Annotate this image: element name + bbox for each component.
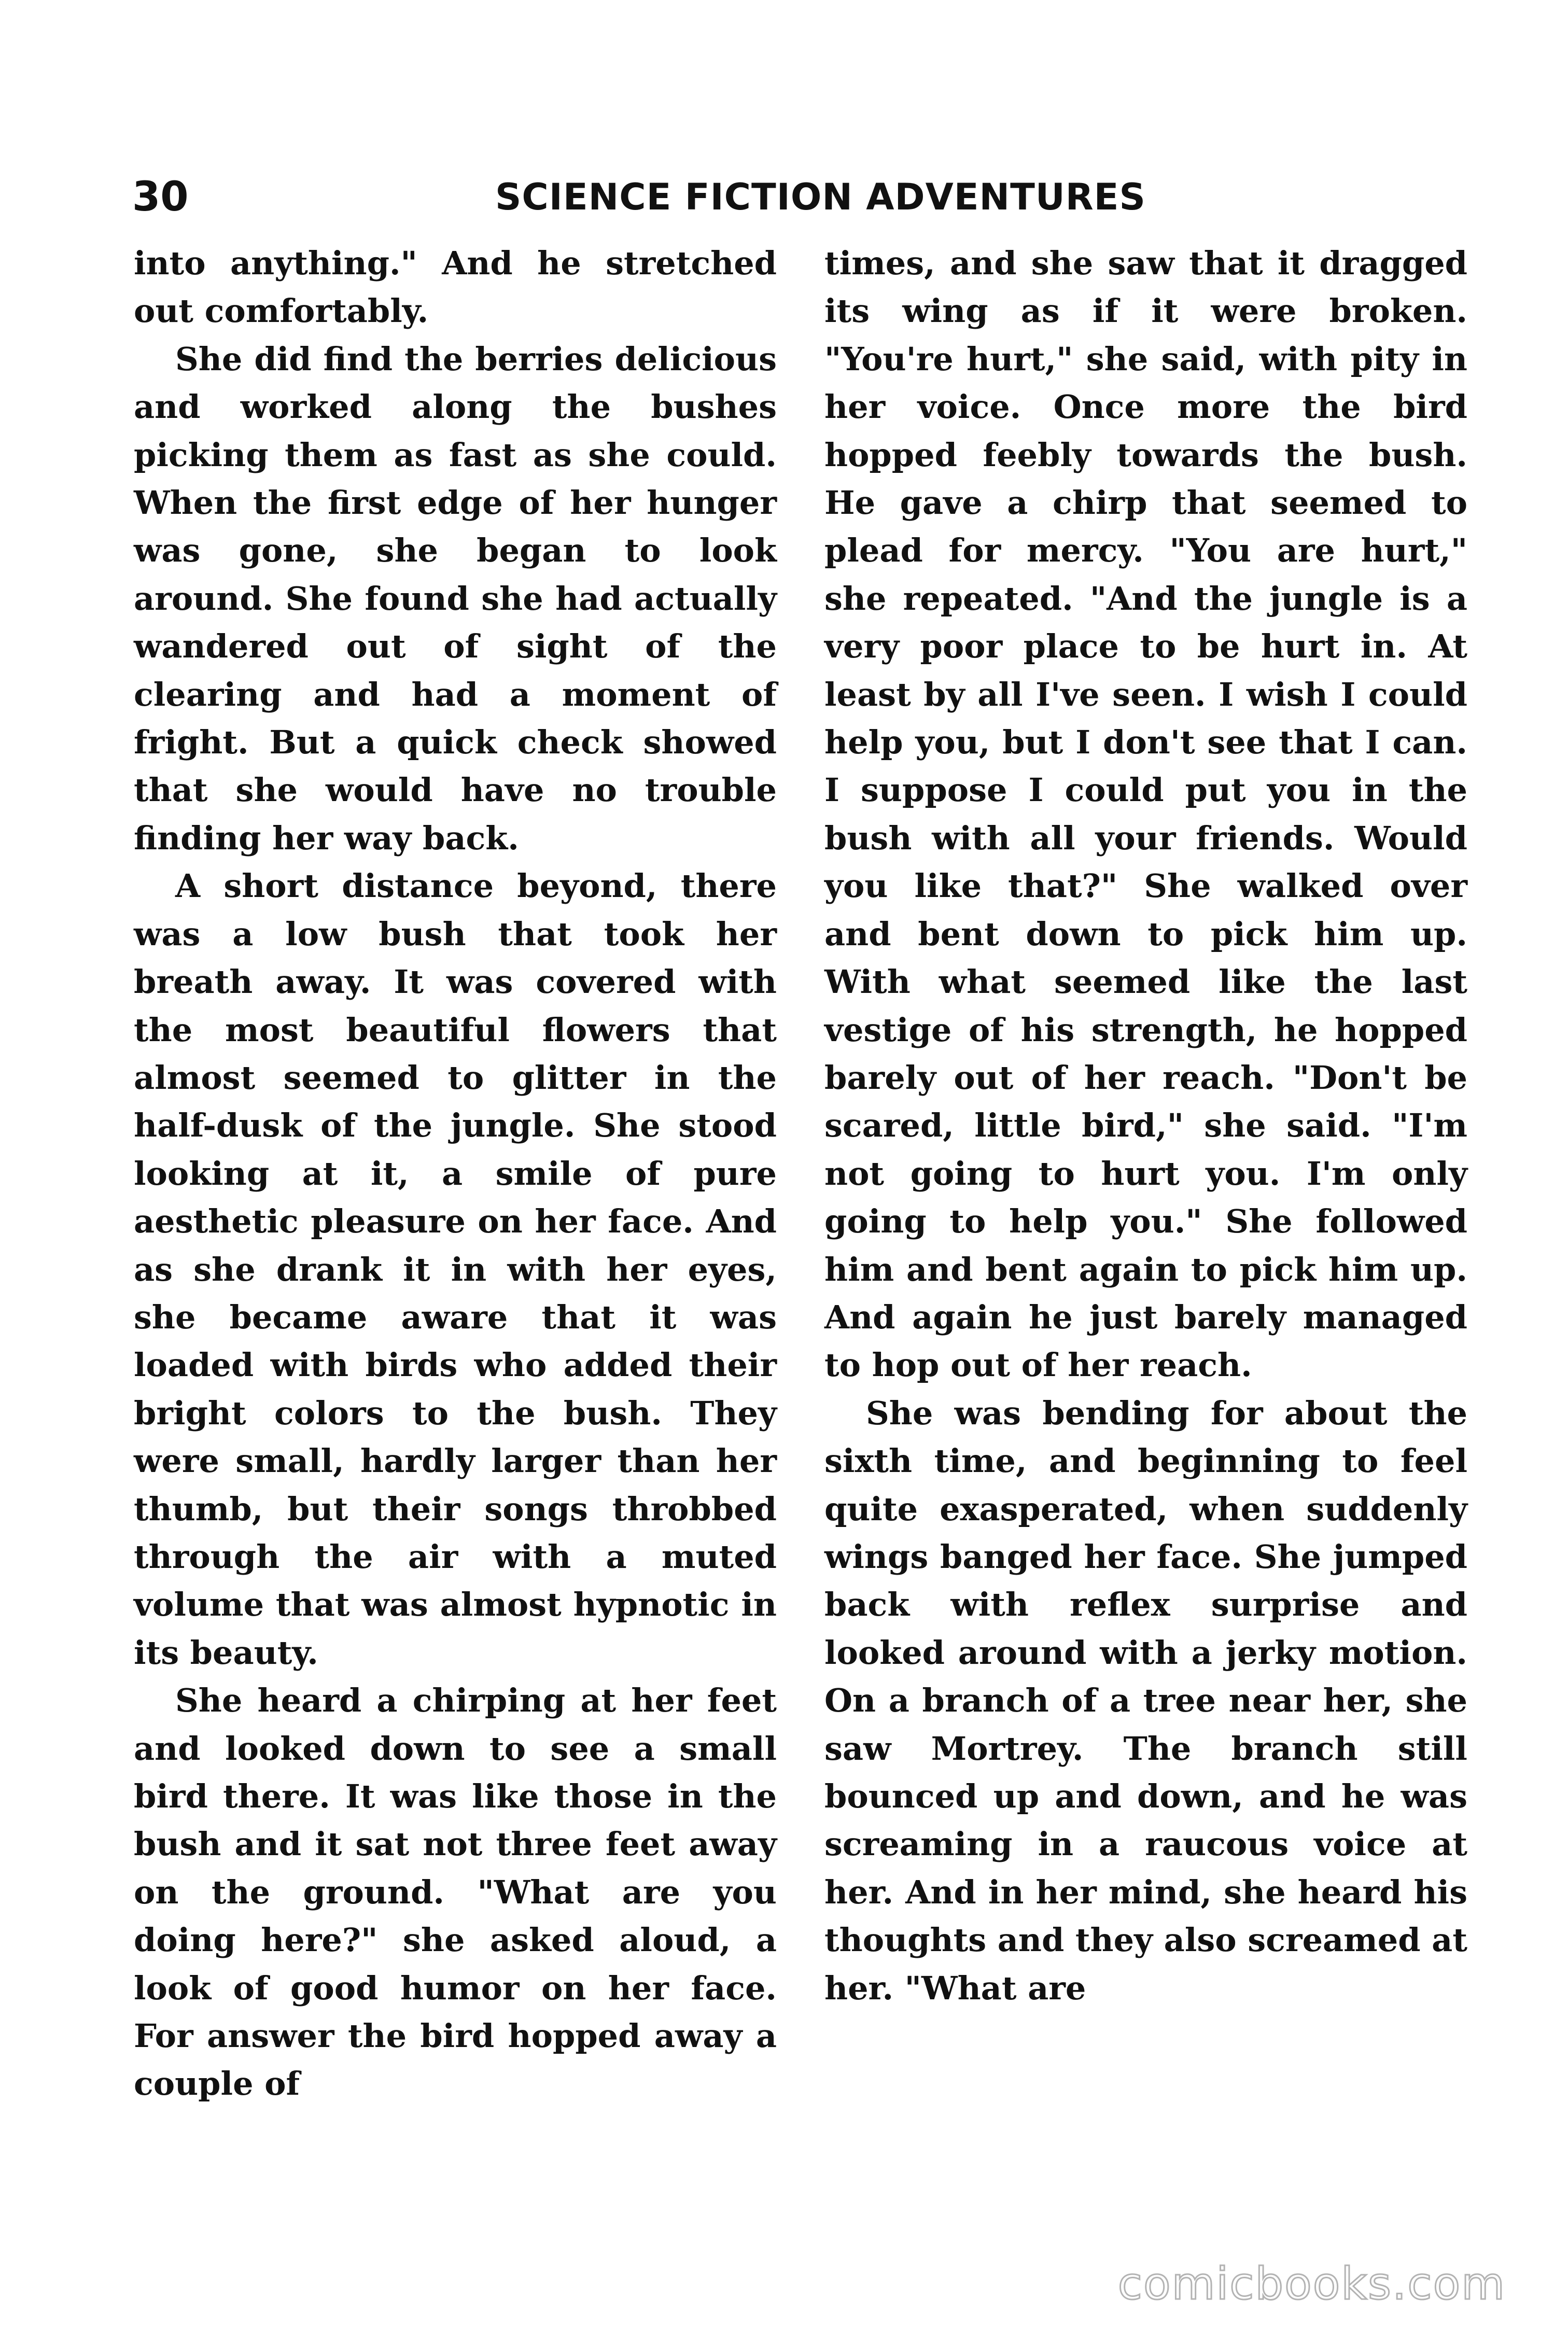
paragraph: She did find the berries delicious and worked along the bushes picking them as fast as she could. When the first edge of her hunger was gone, she began to look around. She found she had actually wandered out of sight of the clearing and had a moment of fright. But a quick check showed that she would have no trouble finding her way back. <box>134 340 777 857</box>
page-number: 30 <box>132 174 189 220</box>
paragraph: A short distance beyond, there was a low bush that took her breath away. It was covered with the most beautiful flowers that almost seemed to glitter in the half-dusk of the jungle. She stood looking at it, a smile of pure aesthetic pleasure on her face. And as she drank it in with her eyes, she became aware that it was loaded with birds who added their bright colors to the bush. They were small, hardly larger than her thumb, but their songs throbbed through the air with a muted volume that was almost hypnotic in its beauty. <box>134 867 777 1672</box>
right-column <box>824 240 1467 2012</box>
running-head: SCIENCE FICTION ADVENTURES <box>495 176 1146 218</box>
page-header <box>132 171 1480 233</box>
paragraph: into anything." And he stretched out comfortably. <box>134 244 777 330</box>
paragraph: She heard a chirping at her feet and looked down to see a small bird there. It was like those in the bush and it sat not three feet away on the ground. "What are you doing here?" she asked aloud, a look of good humor on her face. For answer the bird hopped away a couple of <box>134 1681 777 2103</box>
watermark: comicbooks.com <box>1117 2258 1506 2310</box>
paragraph: times, and she saw that it dragged its wing as if it were broken. "You're hurt," she said, with pity in her voice. Once more the bird hopped feebly towards the bush. He gave a chirp that seemed to plead for mercy. "You are hurt," she repeated. "And the jungle is a very poor place to be hurt in. At least by all I've seen. I wish I could help you, but I don't see that I can. I suppose I could put you in the bush with all your friends. Would you like that?" She walked over and bent down to pick him up. With what seemed like the last vestige of his strength, he hopped barely out of her reach. "Don't be scared, little bird," she said. "I'm not going to hurt you. I'm only going to help you." She followed him and bent again to pick him up. And again he just barely managed to hop out of her reach. <box>824 244 1467 1384</box>
left-column <box>134 240 777 2108</box>
paragraph: She was bending for about the sixth time, and beginning to feel quite exasperated, when suddenly wings banged her face. She jumped back with reflex surprise and looked around with a jerky motion. On a branch of a tree near her, she saw Mortrey. The branch still bounced up and down, and he was screaming in a raucous voice at her. And in her mind, she heard his thoughts and they also screamed at her. "What are <box>824 1394 1467 2007</box>
